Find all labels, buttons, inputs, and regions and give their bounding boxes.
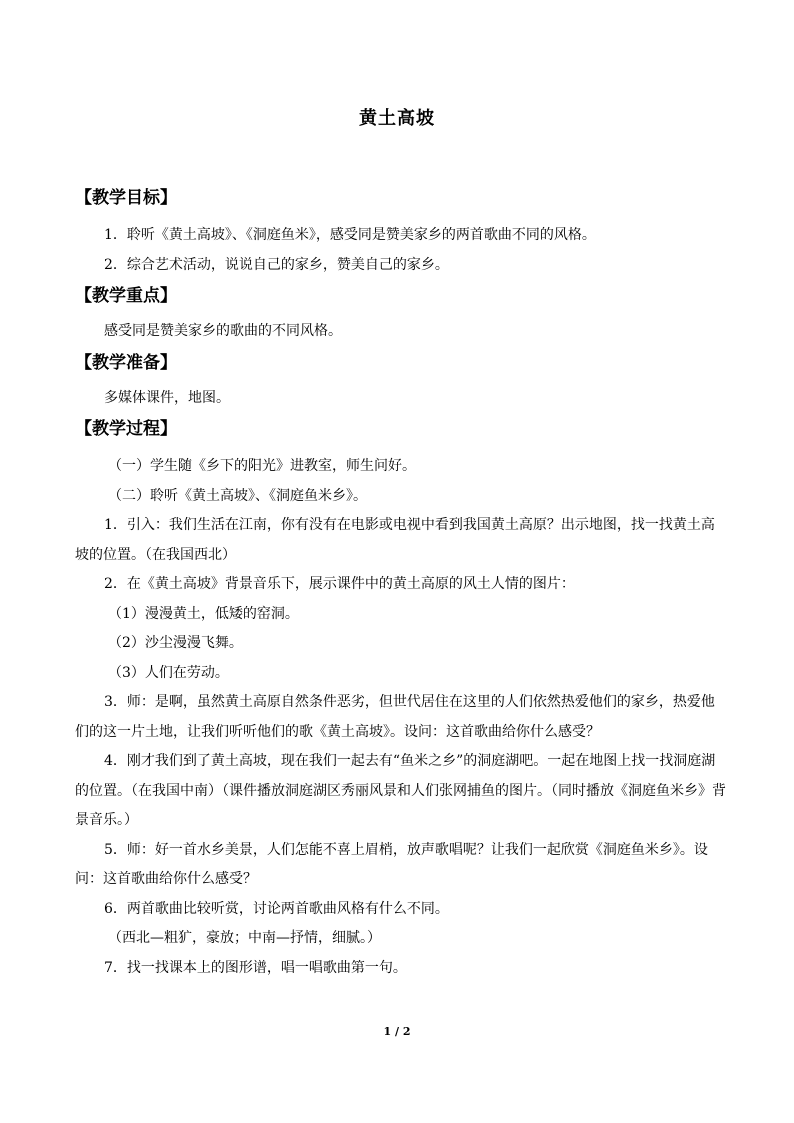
process-item: （3）人们在劳动。: [108, 664, 229, 681]
process-item: 3．师：是啊，虽然黄土高原自然条件恶劣，但世代居住在这里的人们依然热爱他们的家乡，热爱他们的这一片土地，让我们听听他们的歌《黄土高坡》。设问：这首歌曲给你什么感受？: [75, 694, 715, 740]
process-item: 2．在《黄土高坡》背景音乐下，展示课件中的黄土高原的风土人情的图片：: [104, 576, 575, 592]
document-body: [75, 182, 727, 983]
page-number: 1 / 2: [383, 1025, 411, 1038]
process-item: （1）漫漫黄土，低矮的窑洞。: [108, 605, 299, 622]
process-item: （西北—粗犷，豪放；中南—抒情，细腻。）: [108, 930, 381, 946]
section-heading-prep: 【教学准备】: [75, 352, 177, 373]
section-heading-goals: 【教学目标】: [75, 188, 177, 208]
process-item: 5．师：好一首水乡美景，人们怎能不喜上眉梢，放声歌唱呢？让我们一起欣赏《洞庭鱼米乡》。设问：这首歌曲给你什么感受？: [75, 841, 708, 887]
process-item: 4．刚才我们到了黄土高坡，现在我们一起去有“鱼米之乡”的洞庭湖吧。一起在地图上找一找洞庭湖的位置。（在我国中南）（课件播放洞庭湖区秀丽风景和人们张网捕鱼的图片。（同时播放《洞庭鱼米乡》背景音乐。）: [75, 753, 726, 828]
goal-item: 2．综合艺术活动，说说自己的家乡，赞美自己的家乡。: [104, 256, 449, 273]
key-item: 感受同是赞美家乡的歌曲的不同风格。: [104, 323, 342, 339]
process-item: （2）沙尘漫漫飞舞。: [108, 635, 243, 651]
process-item: 1．引入：我们生活在江南，你有没有在电影或电视中看到我国黄土高原？出示地图，找一找黄土高坡的位置。（在我国西北）: [75, 517, 715, 563]
section-heading-key: 【教学重点】: [75, 286, 177, 306]
prep-item: 多媒体课件，地图。: [104, 389, 230, 406]
section-heading-process: 【教学过程】: [75, 419, 177, 439]
process-item: 7．找一找课本上的图形谱，唱一唱歌曲第一句。: [104, 959, 407, 976]
goal-item: 1．聆听《黄土高坡》、《洞庭鱼米》，感受同是赞美家乡的两首歌曲不同的风格。: [104, 227, 596, 243]
process-item: （一）学生随《乡下的阳光》进教室，师生问好。: [108, 458, 416, 474]
document-title: 黄土高坡: [359, 108, 435, 129]
process-item: 6．两首歌曲比较听赏，讨论两首歌曲风格有什么不同。: [104, 900, 449, 917]
process-item: （二）聆听《黄土高坡》、《洞庭鱼米乡》。: [108, 487, 367, 504]
